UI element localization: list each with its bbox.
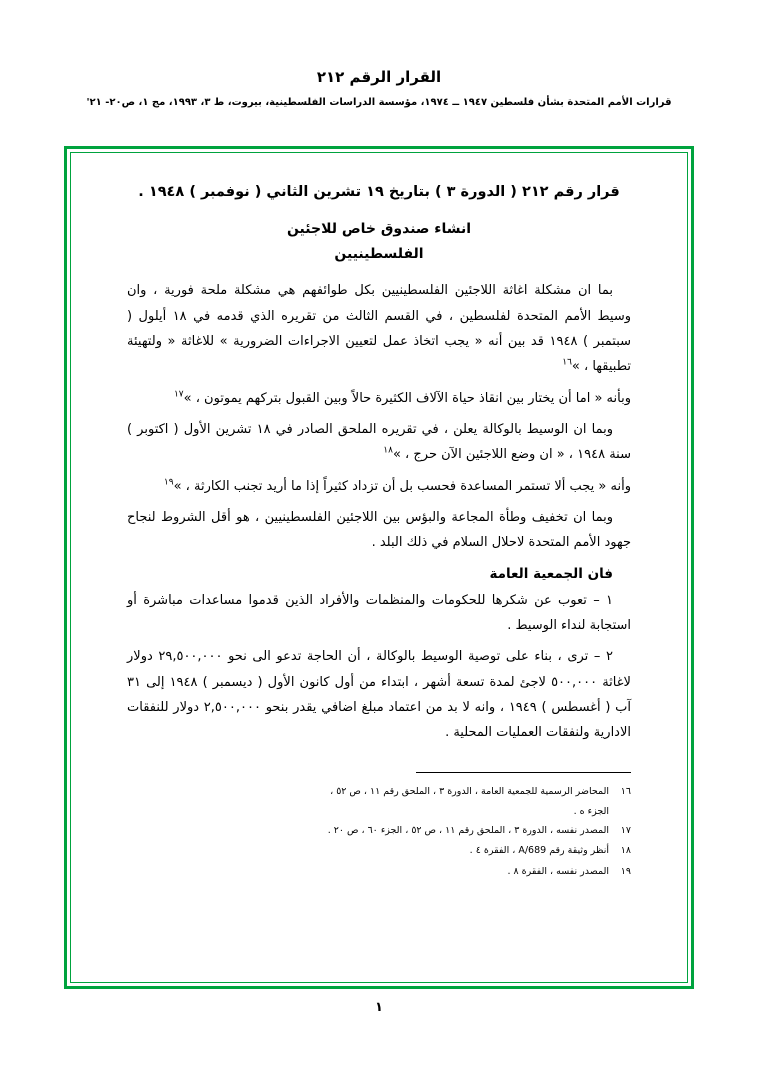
preamble-paragraph-3: وبما ان تخفيف وطأة المجاعة والبؤس بين اللاجئين الفلسطينيين ، هو أقل الشروط لنجاح جهود الأمم المتحدة لاحلال السلام في ذلك البلد . [127, 510, 631, 551]
footnote-16-number: ١٦ [620, 785, 631, 797]
page-title: القرار الرقم ٢١٢ [316, 68, 442, 86]
footnote-17-text: المصدر نفسه ، الدورة ٣ ، الملحق رقم ١١ ، ص ٥٢ ، الجزء ٦٠ ، ص ٢٠ . [327, 824, 609, 836]
footnote-marker-17: ١٧ [173, 389, 184, 400]
footnote-18-text: أنظر وثيقة رقم A/689 ، الفقرة ٤ . [469, 845, 609, 857]
section-heading-line2: الفلسطينيين [334, 246, 424, 263]
preamble-paragraph-2 [127, 417, 631, 468]
footnote-17 [127, 822, 631, 841]
footnote-17-number: ١٧ [620, 824, 631, 836]
section-heading-line1: انشاء صندوق خاص للاجئين [286, 220, 472, 237]
green-border-frame [64, 146, 694, 989]
source-citation: قرارات الأمم المتحدة بشأن فلسطين ١٩٤٧ ــ ١٩٧٤، مؤسسة الدراسات الفلسطينية، بيروت، ط ٣، ١٩٩٣، مج ١، ص٢٠- ٢١' [86, 96, 672, 108]
footnote-19-number: ١٩ [620, 865, 631, 877]
footnote-16-text: المحاضر الرسمية للجمعية العامة ، الدورة ٣ ، الملحق رقم ١١ ، ص ٥٢ ، [330, 785, 609, 797]
preamble-text-2b: وأنه « يجب ألا تستمر المساعدة فحسب بل أن تزداد كثيراً إذا ما أريد تجنب الكارثة ، » [173, 478, 631, 494]
document-header [0, 0, 758, 110]
preamble-text-1: بما ان مشكلة اغاثة اللاجئين الفلسطينيين بكل طوائفهم هي مشكلة ملحة فورية ، وان وسيط الأمم المتحدة لفلسطين ، في القسم الثالث من تقريره الذي قدمه في ١٨ أيلول ( سبتمبر ) ١٩٤٨ قد بين أنه « يجب اتخاذ عمل لتعيين الاجراءات الضرورية » للاغاثة « ولتهيئة تطبيقها ، » [127, 283, 632, 375]
footnote-16 [127, 783, 631, 802]
preamble-paragraph-1b [127, 386, 631, 411]
assembly-heading: فان الجمعية العامة [489, 565, 613, 582]
footnote-19 [127, 863, 631, 882]
footnote-18 [127, 842, 631, 861]
footnote-19-text: المصدر نفسه ، الفقرة ٨ . [507, 865, 609, 877]
preamble-text-2: وبما ان الوسيط بالوكالة يعلن ، في تقريره الملحق الصادر في ١٨ تشرين الأول ( اكتوبر ) سنة ١٩٤٨ ، « ان وضع اللاجئين الآن حرج ، » [127, 422, 631, 463]
preamble-paragraph-1 [127, 278, 631, 379]
footnote-separator [416, 772, 631, 773]
resolution-heading: قرار رقم ٢١٢ ( الدورة ٣ ) بتاريخ ١٩ تشرين الثاني ( نوفمبر ) ١٩٤٨ . [138, 184, 620, 200]
preamble-paragraph-2b [127, 474, 631, 499]
footnote-18-number: ١٨ [620, 845, 631, 857]
frame-content [70, 152, 688, 983]
footnote-marker-16: ١٦ [562, 358, 572, 369]
footnote-16-continuation: الجزء ه . [573, 806, 609, 818]
section-heading [127, 217, 631, 269]
page-number: ١ [375, 1000, 383, 1015]
footnote-marker-18: ١٨ [383, 446, 393, 457]
preamble-text-1b: وبأنه « اما أن يختار بين انقاذ حياة الآلاف الكثيرة حالاً وبين القبول بتركهم يموتون ، » [183, 390, 631, 406]
numbered-item-1: ١ – تعوب عن شكرها للحكومات والمنظمات والأفراد الذين قدموا مساعدات مباشرة أو استجابة لنداء الوسيط . [127, 592, 631, 634]
footnotes-block [127, 783, 631, 882]
numbered-item-2: ٢ – ترى ، بناء على توصية الوسيط بالوكالة ، أن الحاجة تدعو الى نحو ٢٩,٥٠٠,٠٠٠ دولار لاغاثة ٥٠٠,٠٠٠ لاجئ لمدة تسعة أشهر ، ابتداء من أول كانون الأول ( ديسمبر ) ١٩٤٨ إلى ٣١ آب ( أغسطس ) ١٩٤٩ ، وانه لا بد من اعتماد مبلغ اضافي يقدر بنحو ٢,٥٠٠,٠٠٠ دولار للنفقات الادارية ولنفقات العمليات المحلية . [127, 649, 631, 741]
footnote-marker-19: ١٩ [163, 477, 174, 488]
